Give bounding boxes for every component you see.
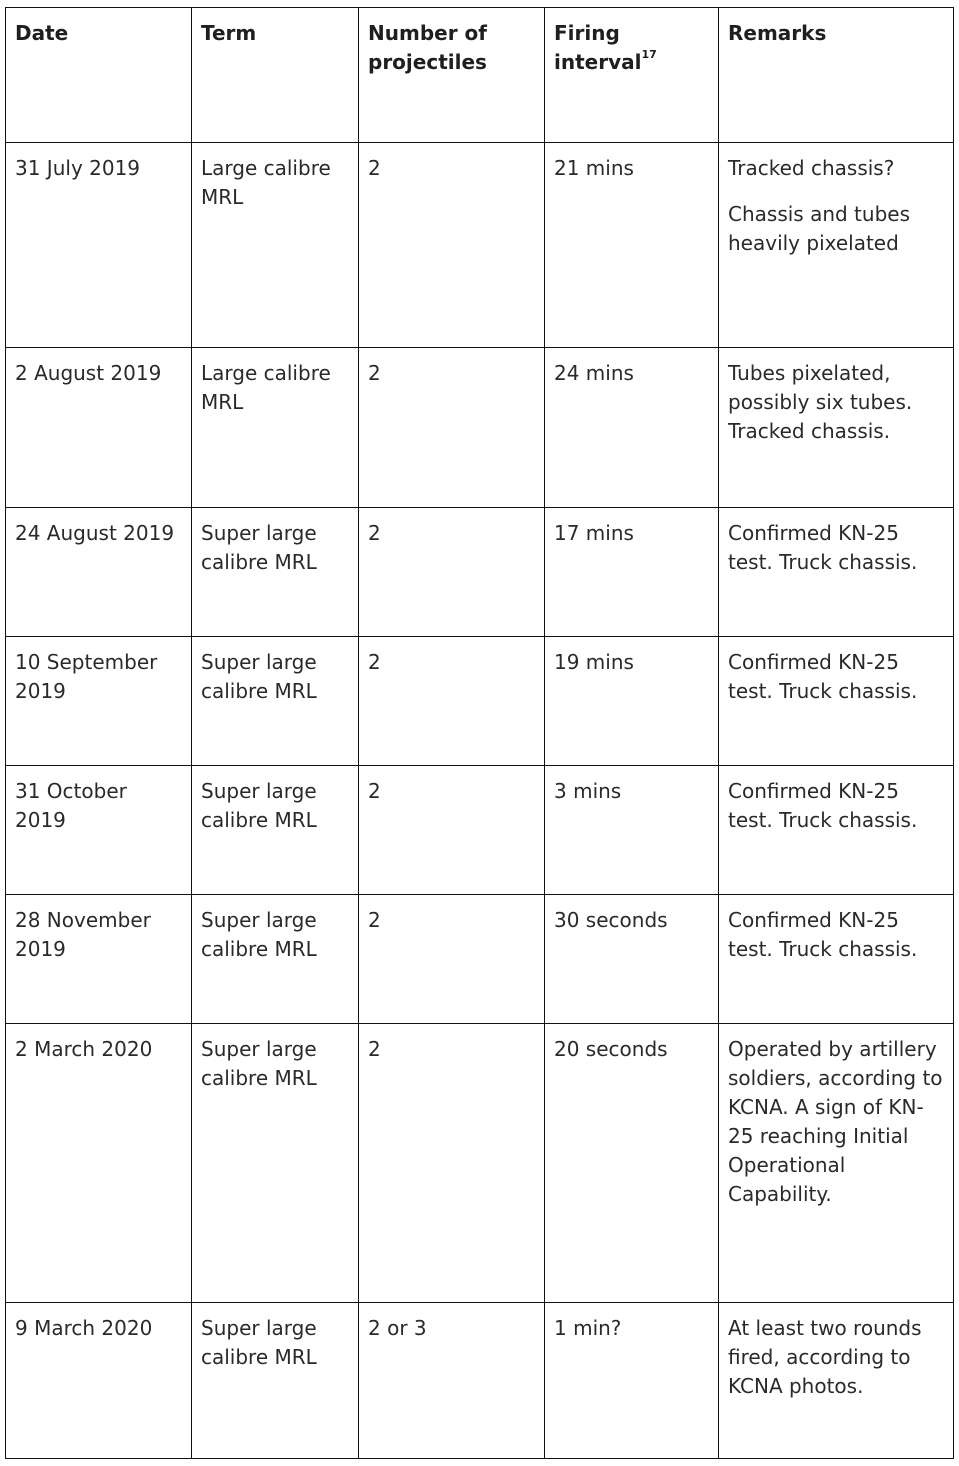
table-row (6, 143, 954, 348)
cell-interval: 17 mins (545, 508, 719, 637)
table-row (6, 1024, 954, 1303)
table-header-row (6, 8, 954, 143)
cell-date: 9 March 2020 (6, 1303, 192, 1459)
cell-projectiles: 2 or 3 (359, 1303, 545, 1459)
cell-remarks (719, 766, 954, 895)
table-row (6, 637, 954, 766)
remark-text: At least two rounds fired, according to KCNA photos. (728, 1316, 922, 1398)
cell-term: Large calibre MRL (192, 348, 359, 508)
cell-term: Super large calibre MRL (192, 1024, 359, 1303)
cell-date: 28 November 2019 (6, 895, 192, 1024)
cell-date: 24 August 2019 (6, 508, 192, 637)
cell-projectiles: 2 (359, 637, 545, 766)
cell-term: Large calibre MRL (192, 143, 359, 348)
header-remarks: Remarks (719, 8, 954, 143)
cell-date: 31 July 2019 (6, 143, 192, 348)
cell-remarks (719, 508, 954, 637)
header-interval-label: Firing interval (554, 21, 642, 74)
table-body (6, 143, 954, 1459)
table-row (6, 508, 954, 637)
launch-data-table (5, 7, 954, 1459)
cell-date: 10 September 2019 (6, 637, 192, 766)
header-projectiles: Number of projectiles (359, 8, 545, 143)
cell-interval: 24 mins (545, 348, 719, 508)
cell-projectiles: 2 (359, 508, 545, 637)
remark-text: Confirmed KN-25 test. Truck chassis. (728, 779, 918, 832)
table-row (6, 348, 954, 508)
table-row (6, 766, 954, 895)
cell-term: Super large calibre MRL (192, 508, 359, 637)
table-row (6, 1303, 954, 1459)
cell-interval: 1 min? (545, 1303, 719, 1459)
cell-interval: 30 seconds (545, 895, 719, 1024)
header-interval (545, 8, 719, 143)
remark-text: Confirmed KN-25 test. Truck chassis. (728, 650, 918, 703)
remark-text: Confirmed KN-25 test. Truck chassis. (728, 521, 918, 574)
cell-projectiles: 2 (359, 1024, 545, 1303)
cell-term: Super large calibre MRL (192, 637, 359, 766)
remark-text: Operated by artillery soldiers, according to KCNA. A sign of KN-25 reaching Initial Operational Capability. (728, 1037, 943, 1206)
table-row (6, 895, 954, 1024)
cell-projectiles: 2 (359, 143, 545, 348)
cell-date: 31 October 2019 (6, 766, 192, 895)
cell-remarks (719, 143, 954, 348)
cell-remarks (719, 637, 954, 766)
cell-projectiles: 2 (359, 895, 545, 1024)
cell-term: Super large calibre MRL (192, 766, 359, 895)
header-term: Term (192, 8, 359, 143)
cell-interval: 3 mins (545, 766, 719, 895)
remark-text: Confirmed KN-25 test. Truck chassis. (728, 908, 918, 961)
cell-date: 2 August 2019 (6, 348, 192, 508)
remark-text: Chassis and tubes heavily pixelated (728, 202, 910, 255)
cell-interval: 19 mins (545, 637, 719, 766)
cell-date: 2 March 2020 (6, 1024, 192, 1303)
cell-projectiles: 2 (359, 348, 545, 508)
cell-term: Super large calibre MRL (192, 1303, 359, 1459)
cell-term: Super large calibre MRL (192, 895, 359, 1024)
cell-interval: 21 mins (545, 143, 719, 348)
footnote-marker: 17 (641, 48, 657, 62)
cell-remarks (719, 1024, 954, 1303)
cell-remarks (719, 348, 954, 508)
cell-remarks (719, 1303, 954, 1459)
cell-remarks (719, 895, 954, 1024)
remark-text: Tracked chassis? (728, 156, 895, 180)
remark-text: Tubes pixelated, possibly six tubes. Tracked chassis. (728, 361, 913, 443)
cell-interval: 20 seconds (545, 1024, 719, 1303)
header-date: Date (6, 8, 192, 143)
cell-projectiles: 2 (359, 766, 545, 895)
